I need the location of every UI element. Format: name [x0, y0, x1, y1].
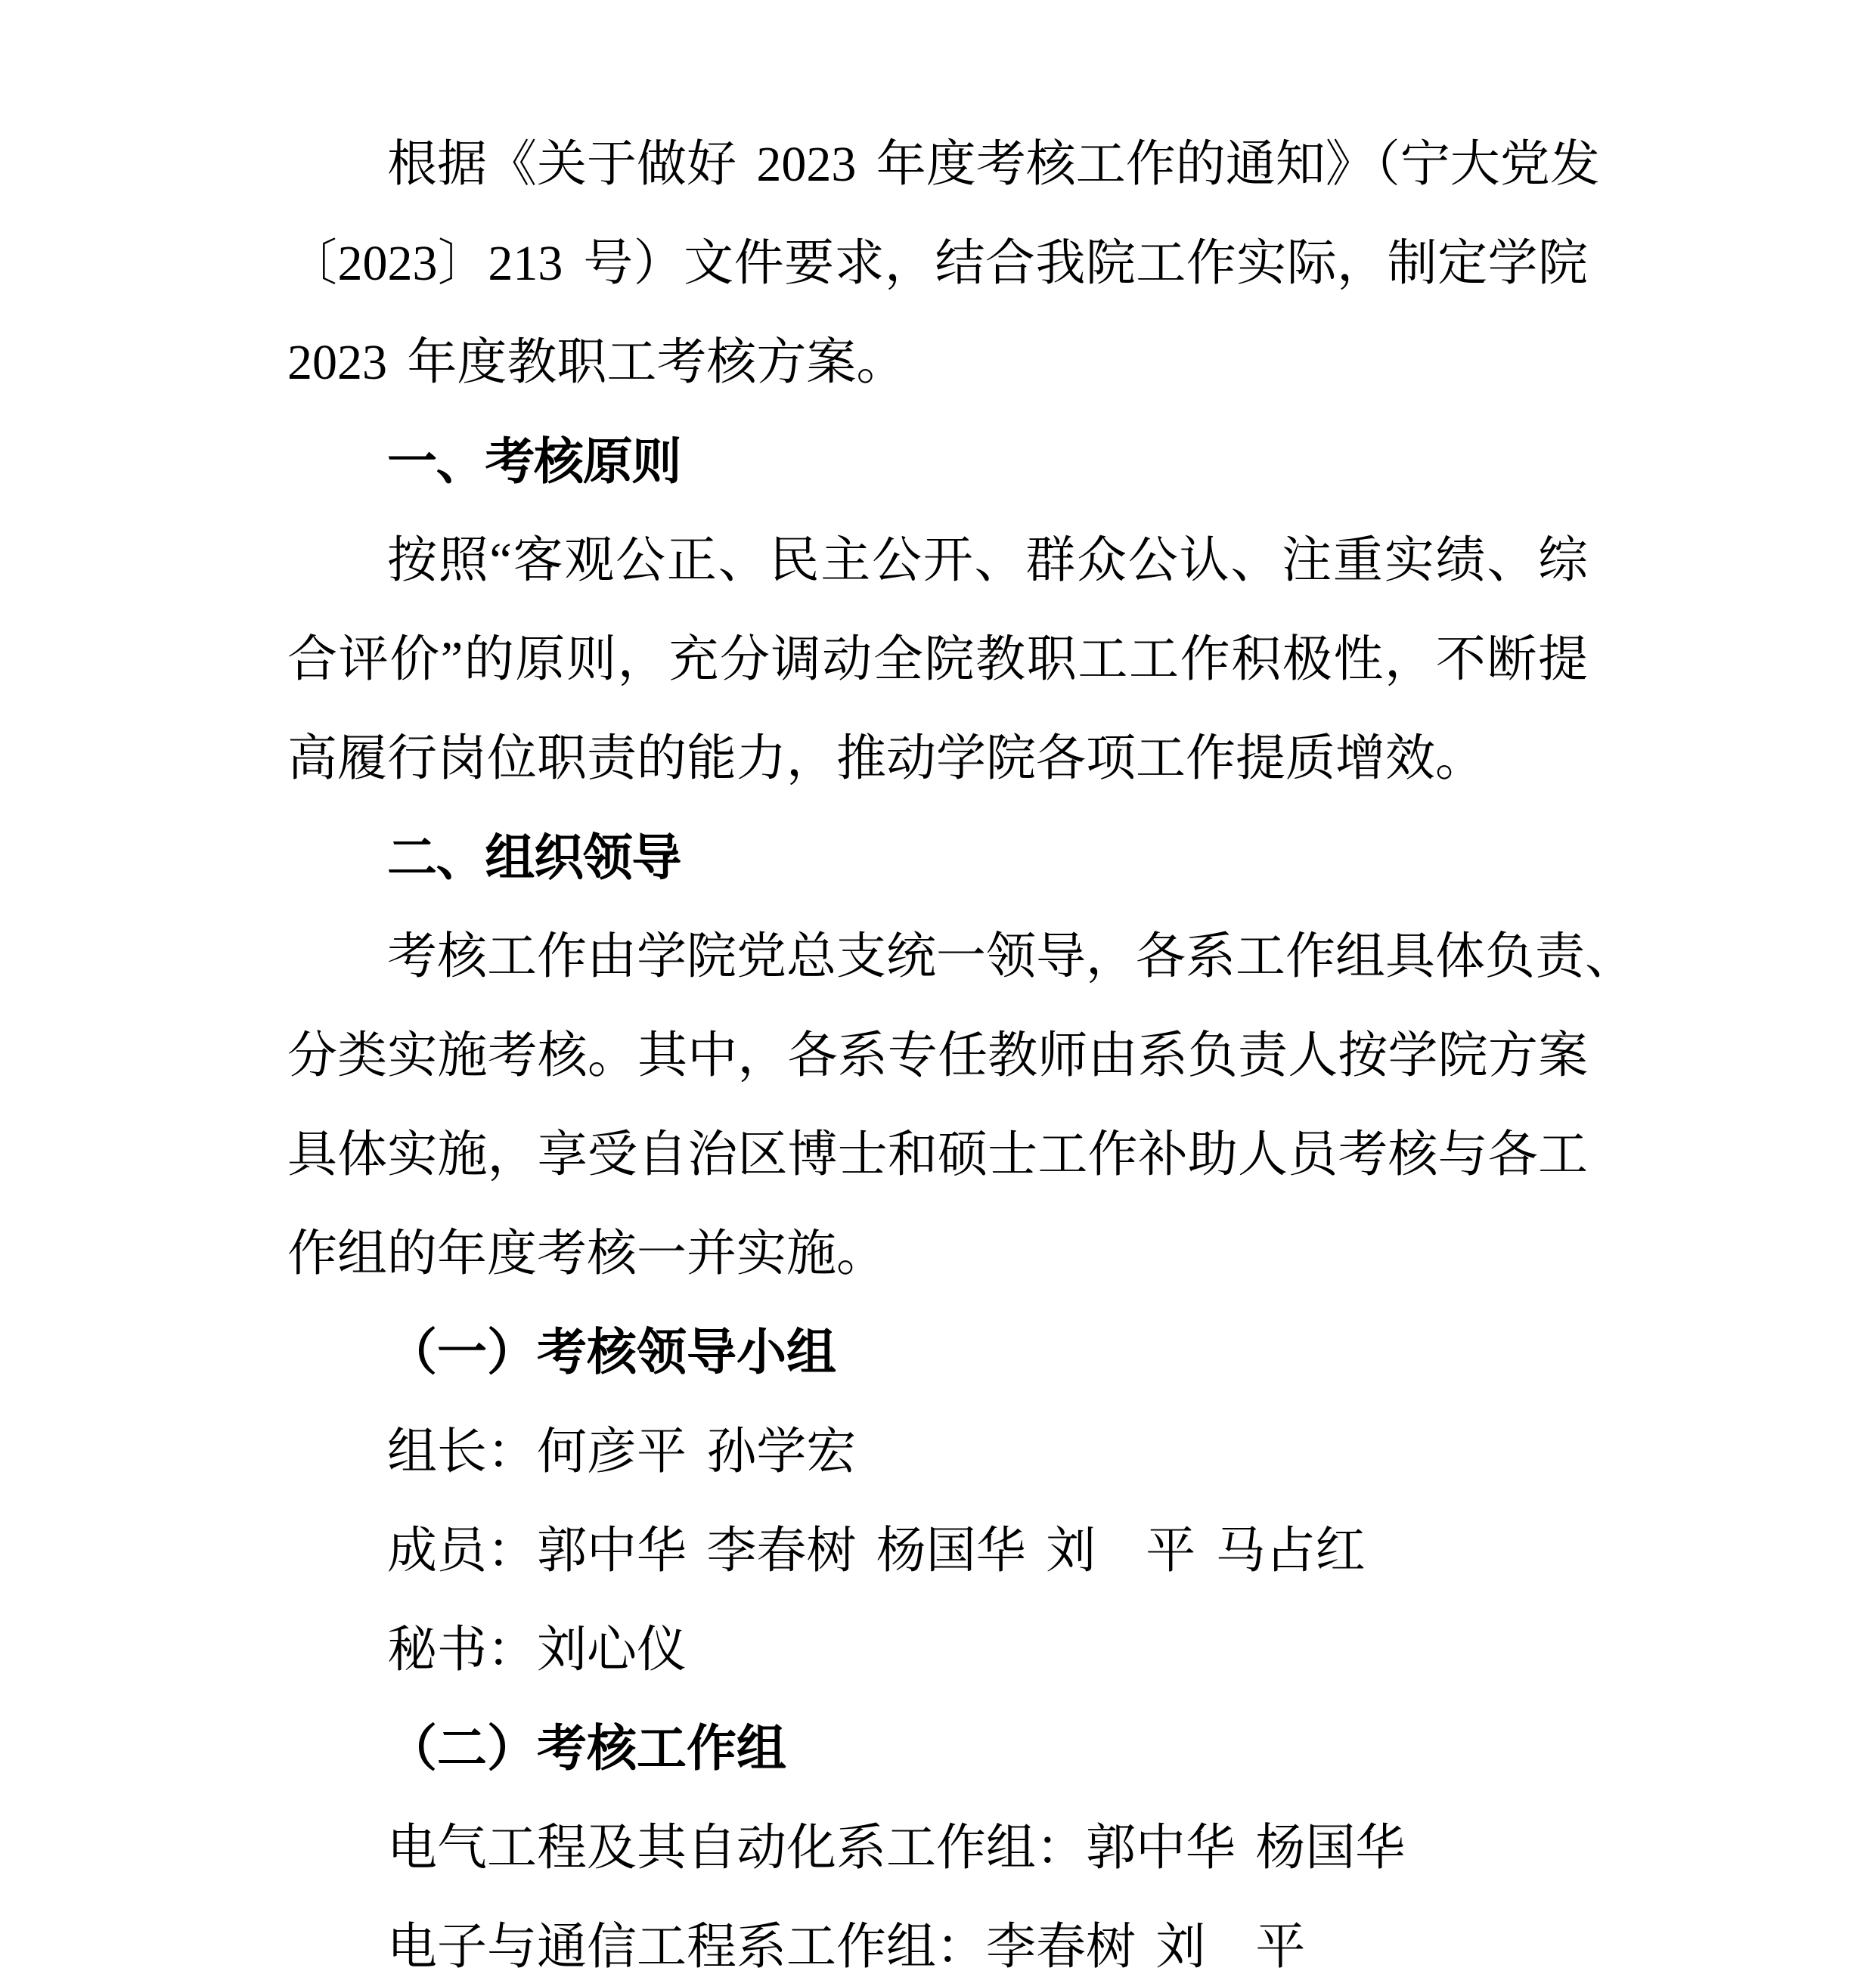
- secretary-line: [287, 1601, 1588, 1700]
- text-line: 作组的年度考核一并实施。: [287, 1226, 886, 1281]
- text-line: 高履行岗位职责的能力，推动学院各项工作提质增效。: [287, 731, 1485, 786]
- text-line: 2023 年度教职工考核方案。: [287, 335, 907, 390]
- members-line: [287, 1501, 1588, 1601]
- text-line: 考核工作由学院党总支统一领导，各系工作组具体负责、: [387, 929, 1635, 984]
- section-2-heading: [287, 808, 1588, 907]
- document-content: [287, 115, 1635, 1971]
- text-line: （一）考核领导小组: [387, 1325, 836, 1381]
- subsection-1-heading: [287, 1303, 1588, 1402]
- text-line: 一、考核原则: [387, 433, 681, 489]
- intro-paragraph: [287, 115, 1600, 412]
- section-1-heading: [287, 412, 1588, 511]
- text-line: 成员：郭中华 李春树 杨国华 刘 平 马占红: [387, 1523, 1366, 1579]
- text-line: （二）考核工作组: [387, 1722, 786, 1777]
- principles-paragraph: [287, 511, 1588, 808]
- text-line: 具体实施，享受自治区博士和硕士工作补助人员考核与各工: [287, 1127, 1588, 1182]
- text-line: 合评价”的原则，充分调动全院教职工工作积极性，不断提: [287, 632, 1588, 687]
- text-line: 〔2023〕213 号）文件要求，结合我院工作实际，制定学院: [287, 236, 1588, 291]
- workgroup-electrical-line: [287, 1799, 1588, 1898]
- subsection-2-heading: [287, 1700, 1588, 1799]
- text-line: 分类实施考核。其中，各系专任教师由系负责人按学院方案: [287, 1028, 1588, 1083]
- text-line: 二、组织领导: [387, 829, 681, 885]
- organization-paragraph: [287, 907, 1635, 1303]
- text-line: 电气工程及其自动化系工作组：郭中华 杨国华: [387, 1821, 1406, 1876]
- leader-line: [287, 1402, 1588, 1501]
- text-line: 根据《关于做好 2023 年度考核工作的通知》（宁大党发: [387, 137, 1600, 192]
- workgroup-electronics-line: [287, 1898, 1588, 1971]
- text-line: 按照“客观公正、民主公开、群众公认、注重实绩、综: [387, 533, 1588, 588]
- text-line: 电子与通信工程系工作组：李春树 刘 平: [387, 1920, 1306, 1971]
- text-line: 组长：何彦平 孙学宏: [387, 1424, 857, 1480]
- text-line: 秘书：刘心仪: [387, 1622, 687, 1678]
